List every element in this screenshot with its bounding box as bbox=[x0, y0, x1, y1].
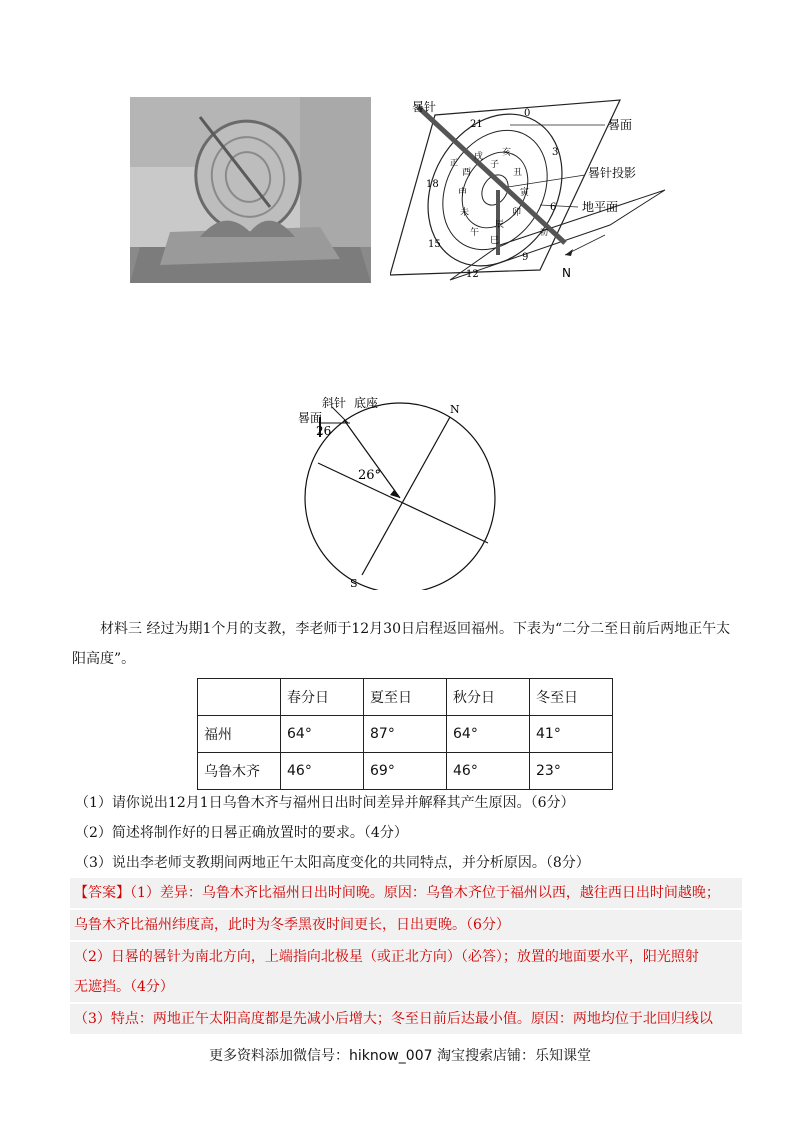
table-city-cell: 福州 bbox=[198, 716, 281, 753]
dial-outer-ring bbox=[401, 95, 588, 285]
table-header-cell: 秋分日 bbox=[447, 679, 530, 716]
branch-chou: 丑 bbox=[513, 168, 523, 178]
table-header-cell: 春分日 bbox=[281, 679, 364, 716]
answer-line-1 bbox=[70, 878, 742, 908]
hour-6: 6 bbox=[550, 202, 557, 213]
branch-yin: 寅 bbox=[520, 188, 530, 198]
hour-12: 12 bbox=[466, 269, 479, 280]
table-cell: 64° bbox=[281, 716, 364, 753]
question-3: （3）说出李老师支教期间两地正午太阳高度变化的共同特点，并分析原因。（8分） bbox=[75, 855, 590, 871]
table-cell: 41° bbox=[530, 716, 613, 753]
earth-diagram-svg bbox=[290, 395, 510, 590]
label-center-angle: 26° bbox=[358, 468, 382, 483]
hour-3: 3 bbox=[552, 147, 559, 158]
label-horizontal-plane: 地平面 bbox=[582, 200, 619, 214]
table-city-cell: 乌鲁木齐 bbox=[198, 753, 281, 790]
label-base: 底座 bbox=[354, 396, 379, 410]
answer-tag: 【答案】 bbox=[74, 885, 130, 901]
hour-21: 21 bbox=[470, 119, 483, 130]
branch-zi: 子 bbox=[490, 160, 500, 170]
answer-line-4: 无遮挡。（4分） bbox=[70, 972, 742, 1002]
table-row bbox=[198, 753, 613, 790]
table-header-cell bbox=[198, 679, 281, 716]
earth-circle bbox=[305, 403, 495, 590]
branch-mao: 卯 bbox=[512, 208, 522, 218]
label-slant-gnomon: 斜针 bbox=[322, 396, 347, 410]
sundial-diagram-svg bbox=[390, 95, 680, 285]
branch-chen: 辰 bbox=[495, 220, 505, 230]
label-north: N bbox=[562, 266, 571, 280]
sundial-photo bbox=[130, 97, 371, 283]
latitude-line bbox=[344, 420, 400, 498]
table-cell: 46° bbox=[281, 753, 364, 790]
answer-line-3: （2）日晷的晷针为南北方向，上端指向北极星（或正北方向）（必答）；放置的地面要水平，阳光照射 bbox=[70, 942, 742, 972]
table-cell: 46° bbox=[447, 753, 530, 790]
branch-xu: 戌 bbox=[474, 152, 484, 162]
table-cell: 69° bbox=[364, 753, 447, 790]
solar-altitude-table bbox=[197, 678, 613, 790]
gnomon-rod bbox=[418, 107, 565, 243]
table-cell: 23° bbox=[530, 753, 613, 790]
branch-wei: 未 bbox=[460, 208, 470, 218]
label-dial-face-2: 晷面 bbox=[298, 411, 323, 425]
label-small-angle: 26 bbox=[316, 424, 332, 438]
answer-line-2: 乌鲁木齐比福州纬度高，此时为冬季黑夜时间更长，日出更晚。（6分） bbox=[70, 910, 742, 940]
label-gnomon: 晷针 bbox=[412, 100, 437, 114]
table-header-cell: 夏至日 bbox=[364, 679, 447, 716]
table-cell: 64° bbox=[447, 716, 530, 753]
page-footer: 更多资料添加微信号：hiknow_007 淘宝搜索店铺：乐知课堂 bbox=[209, 1048, 591, 1064]
table-header-row bbox=[198, 679, 613, 716]
earth-diagram bbox=[290, 395, 510, 590]
question-2: （2）简述将制作好的日晷正确放置时的要求。（4分） bbox=[75, 825, 408, 841]
earth-axis bbox=[362, 417, 450, 575]
table-row bbox=[198, 716, 613, 753]
table-cell: 87° bbox=[364, 716, 447, 753]
answer-line-5: （3）特点：两地正午太阳高度都是先减小后增大；冬至日前后达最小值。原因：两地均位于北回归线以 bbox=[70, 1004, 742, 1034]
hour-15: 15 bbox=[428, 239, 441, 250]
branch-si: 巳 bbox=[490, 236, 500, 246]
equator-line bbox=[318, 463, 488, 543]
label-dial-face: 晷面 bbox=[608, 118, 633, 132]
label-gnomon-shadow: 晷针投影 bbox=[588, 166, 637, 180]
ring-zheng: 正 bbox=[450, 158, 458, 167]
branch-wu: 午 bbox=[470, 228, 480, 238]
table-header-cell: 冬至日 bbox=[530, 679, 613, 716]
branch-hai: 亥 bbox=[502, 148, 512, 158]
material-paragraph: 材料三 经过为期1个月的支教，李老师于12月30日启程返回福州。下表为“二分二至日前后两地正午太阳高度”。 bbox=[72, 621, 731, 667]
question-1: （1）请你说出12月1日乌鲁木齐与福州日出时间差异并解释其产生原因。（6分） bbox=[75, 795, 575, 811]
hour-0: 0 bbox=[524, 108, 531, 119]
label-north-2: N bbox=[450, 403, 460, 416]
hour-18: 18 bbox=[426, 179, 439, 190]
hour-9: 9 bbox=[522, 252, 529, 263]
ring-chu: 初 bbox=[540, 228, 548, 237]
answer-text-1: （1）差异：乌鲁木齐比福州日出时间晚。原因：乌鲁木齐位于福州以西，越往西日出时间越晚； bbox=[130, 885, 720, 901]
label-south: S bbox=[350, 577, 358, 590]
branch-you: 酉 bbox=[462, 168, 472, 178]
branch-shen: 申 bbox=[458, 188, 468, 198]
sundial-diagram bbox=[390, 95, 680, 285]
